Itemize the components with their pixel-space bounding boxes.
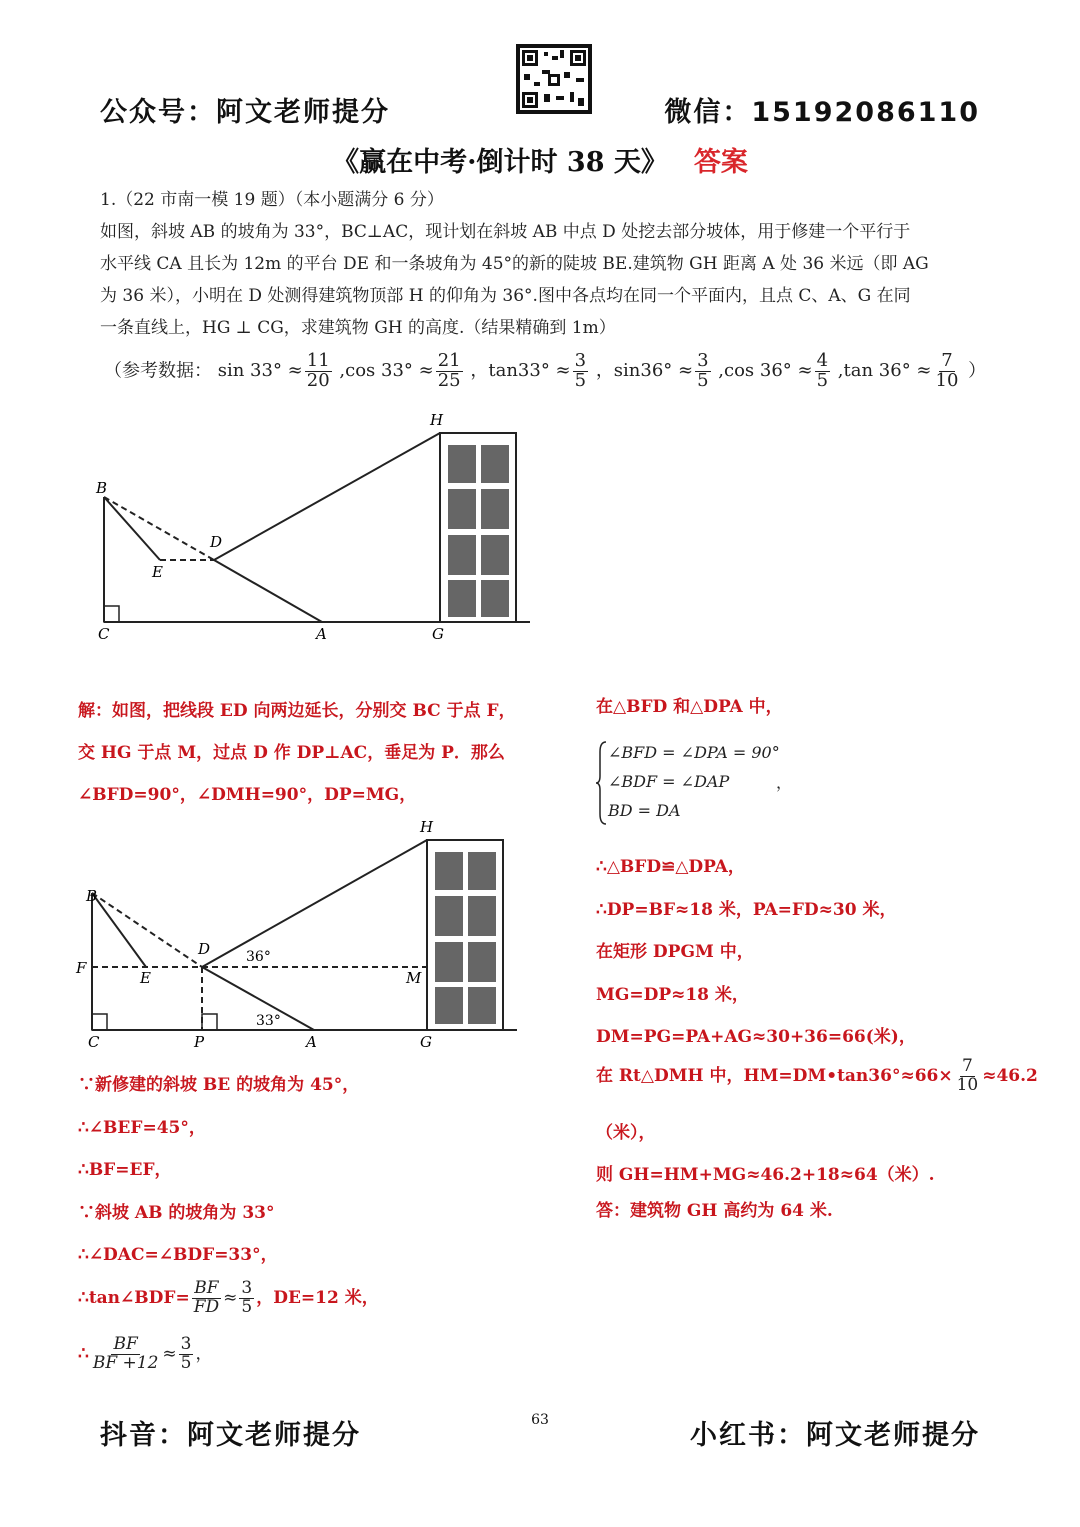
header-left-account: 公众号：阿文老师提分 xyxy=(100,97,390,128)
fig2-label-M: M xyxy=(406,969,422,987)
reference-suffix: ） xyxy=(968,360,987,382)
fig1-label-G: G xyxy=(432,625,444,643)
fig2-label-C: C xyxy=(88,1033,100,1051)
solution-line: MG=DP≈18 米， xyxy=(596,984,749,1005)
ref-item: ，sin36° ≈ $\frac{3}{5}$ xyxy=(595,350,709,391)
header-right-wechat: 微信：15192086110 xyxy=(664,97,980,128)
title-answer-tag: 答案 xyxy=(693,147,748,178)
solution-line: ∵斜坡 AB 的坡角为 33° xyxy=(78,1202,275,1223)
solution-line: ∴△BFD≌△DPA， xyxy=(596,857,745,877)
solution-line: ∵新修建的斜坡 BE 的坡角为 45°， xyxy=(78,1075,360,1095)
fig2-label-F: F xyxy=(76,959,87,977)
system-line: BD = DA xyxy=(608,801,681,820)
ref-item: ,cos 33° ≈ $\frac{21}{25}$ xyxy=(339,350,461,391)
system-line: ∠BDF = ∠DAP xyxy=(608,772,730,791)
fig2-angle-36: 36° xyxy=(246,949,271,965)
fig2-label-H: H xyxy=(420,818,434,836)
answer-line: 答：建筑物 GH 高约为 64 米. xyxy=(596,1201,833,1221)
fig2-label-D: D xyxy=(198,940,211,958)
ref-item: ，tan33° ≈ $\frac{3}{5}$ xyxy=(470,350,587,391)
fig2-label-G: G xyxy=(420,1033,432,1051)
footer-right-xiaohongshu: 小红书：阿文老师提分 xyxy=(690,1420,980,1451)
solution-line: ∴∠BEF=45°， xyxy=(78,1117,206,1138)
figure-1-diagram xyxy=(80,405,540,655)
solution-right-intro: 在△BFD 和△DPA 中， xyxy=(596,697,783,717)
fig1-label-B: B xyxy=(96,479,108,497)
tan-equation-line: ∴tan∠BDF= $\frac{BF}{FD}$ ≈ $\frac{3}{5}$ ，DE=12 米， xyxy=(78,1278,379,1317)
page-title xyxy=(0,140,1080,179)
congruence-system xyxy=(596,738,793,825)
problem-line: 为 36 米），小明在 D 处测得建筑物顶部 H 的仰角为 36°.图中各点均在同一个平面内，且点 C、A、G 在同 xyxy=(100,286,911,306)
fig2-angle-33: 33° xyxy=(256,1013,281,1029)
hm-equation-line: 在 Rt△DMH 中，HM=DM•tan36°≈66× $\frac{7}{10}$ ≈46.2 xyxy=(596,1056,1038,1095)
fig1-label-H: H xyxy=(430,411,444,429)
fig1-label-C: C xyxy=(98,625,110,643)
reference-data xyxy=(104,352,986,391)
fig2-label-A: A xyxy=(306,1033,317,1051)
problem-line: 如图，斜坡 AB 的坡角为 33°，BC⊥AC，现计划在斜坡 AB 中点 D 处挖去部分坡体，用于修建一个平行于 xyxy=(100,222,911,242)
problem-line: 一条直线上，HG ⊥ CG，求建筑物 GH 的高度.（结果精确到 1m） xyxy=(100,318,616,338)
qr-code-icon xyxy=(516,44,592,114)
figure-2-diagram xyxy=(72,815,532,1055)
problem-heading: 1.（22 市南一模 19 题）（本小题满分 6 分） xyxy=(100,190,444,210)
solution-line: DM=PG=PA+AG≈30+36=66(米)， xyxy=(596,1027,916,1047)
ref-item: ,tan 36° ≈ $\frac{7}{10}$ xyxy=(837,350,959,391)
solution-line: ∴DP=BF≈18 米，PA=FD≈30 米， xyxy=(596,899,897,920)
fig2-label-B: B xyxy=(86,887,98,905)
page-number: 63 xyxy=(531,1412,549,1428)
system-line: ∠BFD = ∠DPA = 90° xyxy=(608,743,780,762)
solution-line: ∴∠DAC=∠BDF=33°， xyxy=(78,1245,278,1265)
fig1-label-A: A xyxy=(316,625,327,643)
problem-text xyxy=(100,216,985,344)
gh-line: 则 GH=HM+MG≈46.2+18≈64（米）. xyxy=(596,1165,935,1185)
brace-icon xyxy=(596,740,608,826)
reference-prefix: （参考数据： xyxy=(104,360,212,382)
fig2-label-P: P xyxy=(194,1033,205,1051)
solution-right-lines xyxy=(596,846,916,1059)
fraction-equation-line: ∴ $\frac{BF}{BF +12}$ ≈ $\frac{3}{5}$ ， xyxy=(78,1334,213,1373)
solution-left-bottom xyxy=(78,1064,359,1277)
ref-item: ,cos 36° ≈ $\frac{4}{5}$ xyxy=(718,350,829,391)
solution-line: 在矩形 DPGM 中， xyxy=(596,942,754,962)
solution-line: 交 HG 于点 M，过点 D 作 DP⊥AC，垂足为 P．那么 xyxy=(78,743,505,763)
solution-line: 解：如图，把线段 ED 向两边延长，分别交 BC 于点 F， xyxy=(78,701,516,721)
fig2-label-E: E xyxy=(140,969,151,987)
fig1-label-D: D xyxy=(210,533,223,551)
footer-left-douyin: 抖音：阿文老师提分 xyxy=(100,1420,361,1451)
ref-item: sin 33° ≈ $\frac{11}{20}$ xyxy=(217,350,330,391)
fig1-label-E: E xyxy=(152,563,163,581)
title-main: 《赢在中考·倒计时 38 天》 xyxy=(332,147,668,178)
solution-line: ∴BF=EF， xyxy=(78,1160,172,1180)
problem-line: 水平线 CA 且长为 12m 的平台 DE 和一条坡角为 45°的新的陡坡 BE.建筑物 GH 距离 A 处 36 米远（即 AG xyxy=(100,254,929,274)
unit-line: （米）， xyxy=(596,1123,656,1143)
solution-line: ∠BFD=90°，∠DMH=90°，DP=MG， xyxy=(78,785,417,805)
system-comma: ， xyxy=(776,773,793,792)
solution-left-top xyxy=(78,690,516,816)
